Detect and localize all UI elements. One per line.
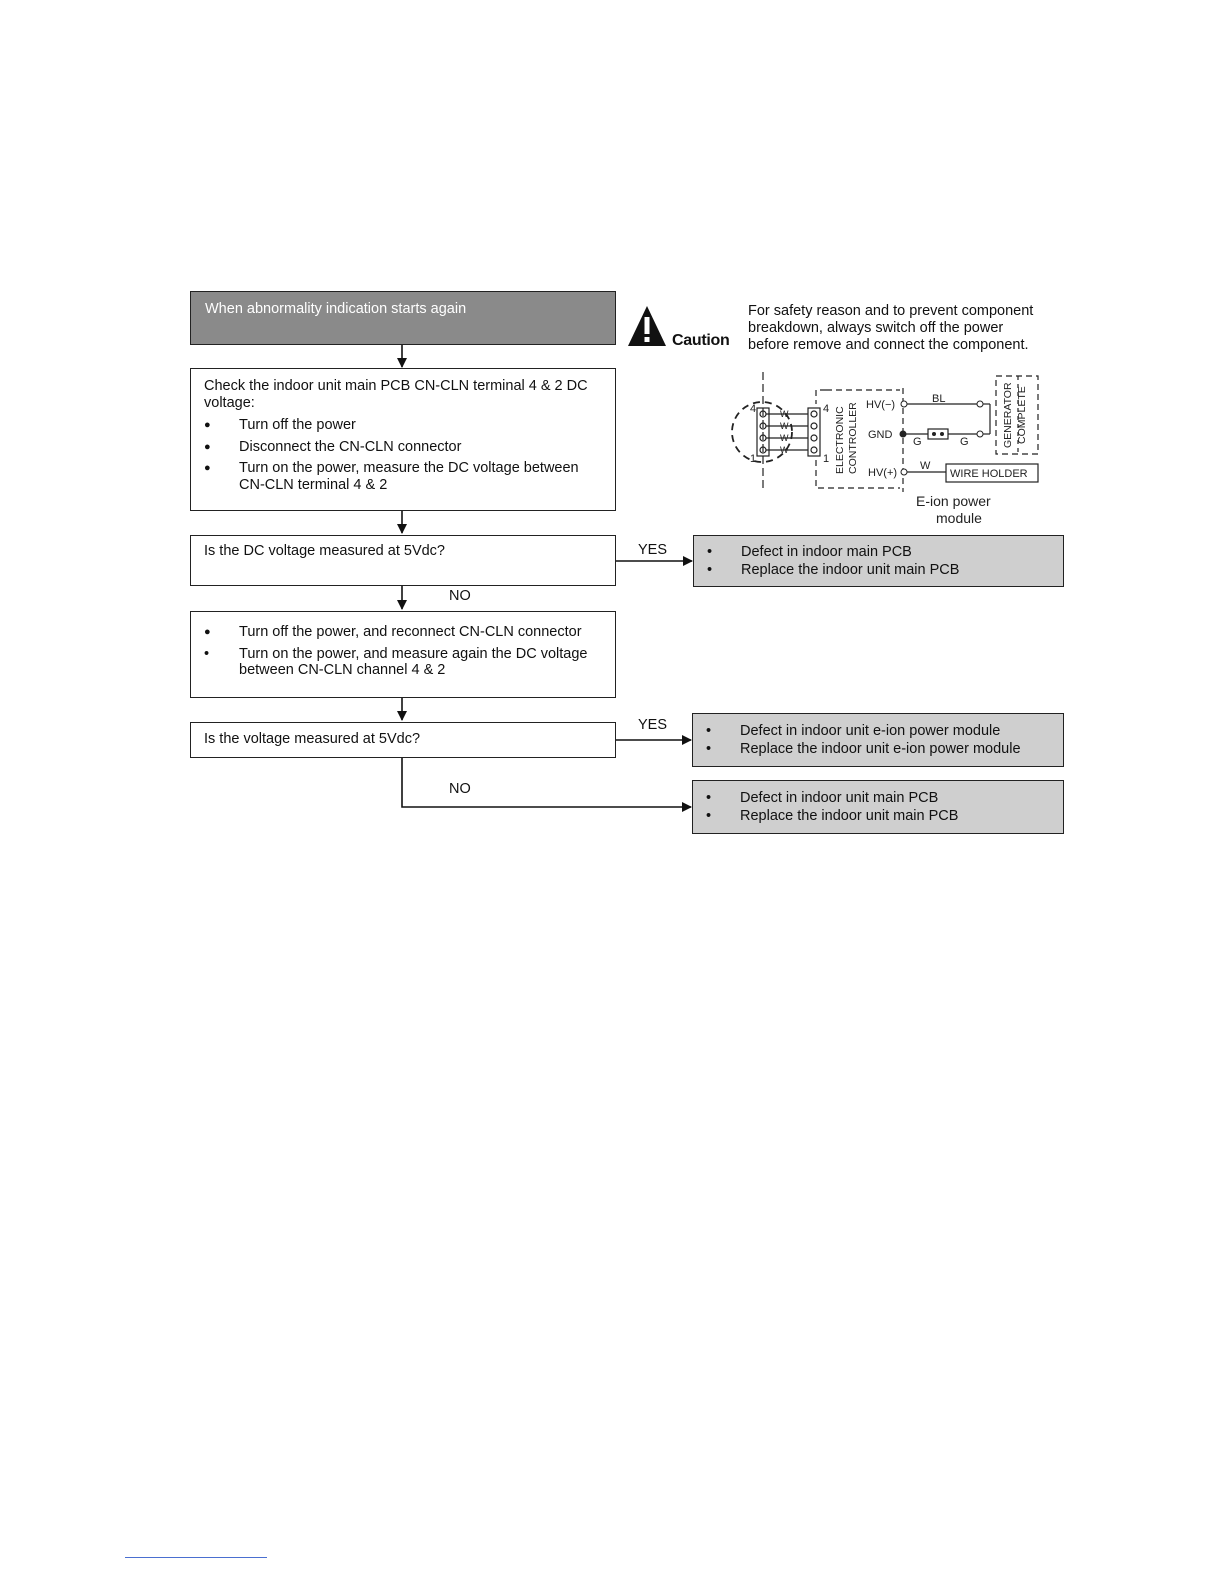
footer-rule xyxy=(125,1557,267,1558)
g-label-1: G xyxy=(913,436,922,448)
hv-plus-label: HV(+) xyxy=(868,467,898,479)
arrow-q2-no xyxy=(402,757,691,807)
bullet-dot: • xyxy=(204,646,210,662)
bullet-dot: • xyxy=(707,544,713,560)
e-ion-schematic xyxy=(728,368,1048,528)
question-2-text: Is the voltage measured at 5Vdc? xyxy=(204,731,421,747)
gnd-label: GND xyxy=(868,429,893,441)
gnd-connector xyxy=(928,429,948,439)
caution-text-3: before remove and connect the component. xyxy=(748,337,1029,353)
controller-label-2: CONTROLLER xyxy=(847,402,859,474)
bullet-dot: • xyxy=(706,741,712,757)
check-title-1: Check the indoor unit main PCB CN-CLN terminal 4 & 2 DC xyxy=(204,378,588,394)
step2-bullet-2-text: Turn on the power, and measure again the DC voltage xyxy=(239,646,588,662)
question-1-box xyxy=(190,535,616,586)
r1-bullet-2-text: Replace the indoor unit main PCB xyxy=(741,562,960,578)
check-box xyxy=(190,368,616,511)
bullet-dot: • xyxy=(707,562,713,578)
question-2-box xyxy=(190,722,616,758)
result-3-box xyxy=(692,780,1064,834)
step2-bullet-2-text-2: between CN-CLN channel 4 & 2 xyxy=(239,662,446,678)
pin-4-label: 4 xyxy=(750,403,757,415)
pin-1-label: 1 xyxy=(750,453,757,465)
hv-minus-label: HV(−) xyxy=(866,399,896,411)
check-bullet-2-text: Disconnect the CN-CLN connector xyxy=(239,439,462,455)
check-bullet-3-text: Turn on the power, measure the DC voltage between xyxy=(239,460,579,476)
r3-bullet-2-text: Replace the indoor unit main PCB xyxy=(740,808,959,824)
r2-bullet-2-text: Replace the indoor unit e-ion power module xyxy=(740,741,1021,757)
w-label: W xyxy=(920,460,931,472)
caution-text-1: For safety reason and to prevent component xyxy=(748,303,1034,319)
ctrl-pin-1: 1 xyxy=(823,453,830,465)
start-box xyxy=(190,291,616,345)
bullet-dot: ● xyxy=(204,441,211,453)
step-2-box xyxy=(190,611,616,698)
question-1-text: Is the DC voltage measured at 5Vdc? xyxy=(204,543,445,559)
q1-yes-label: YES xyxy=(638,542,668,558)
caution-text-2: breakdown, always switch off the power xyxy=(748,320,1004,336)
bl-label: BL xyxy=(932,393,946,405)
wire-holder-label: WIRE HOLDER xyxy=(950,468,1028,480)
bullet-dot: ● xyxy=(204,419,211,431)
result-2-box xyxy=(692,713,1064,767)
bullet-dot: • xyxy=(706,723,712,739)
wire-w-1: W xyxy=(780,409,789,419)
start-box-text: When abnormality indication starts again xyxy=(205,301,467,317)
wire-w-2: W xyxy=(780,421,789,431)
g-label-2: G xyxy=(960,436,969,448)
bullet-dot: • xyxy=(706,808,712,824)
r1-bullet-1-text: Defect in indoor main PCB xyxy=(741,544,912,560)
bullet-dot: ● xyxy=(204,626,211,638)
caution-label: Caution xyxy=(672,332,730,349)
controller-connector xyxy=(808,408,820,456)
wire-w-3: W xyxy=(780,433,789,443)
step2-bullet-1-text: Turn off the power, and reconnect CN-CLN connector xyxy=(239,624,582,640)
r3-bullet-1-text: Defect in indoor unit main PCB xyxy=(740,790,939,806)
wire-w-4: W xyxy=(780,445,789,455)
generator-label-2: COMPLETE xyxy=(1016,386,1028,444)
q2-no-label: NO xyxy=(449,781,471,797)
q1-no-label: NO xyxy=(449,588,471,604)
r2-bullet-1-text: Defect in indoor unit e-ion power module xyxy=(740,723,1001,739)
eion-caption-2: module xyxy=(936,510,982,526)
check-bullet-3-text-2: CN-CLN terminal 4 & 2 xyxy=(239,477,388,493)
bullet-dot: ● xyxy=(204,462,211,474)
eion-caption-1: E-ion power xyxy=(916,493,991,509)
check-title-2: voltage: xyxy=(204,395,255,411)
bullet-dot: • xyxy=(706,790,712,806)
check-bullet-1-text: Turn off the power xyxy=(239,417,356,433)
generator-label-1: GENERATOR xyxy=(1002,382,1014,448)
ctrl-pin-4: 4 xyxy=(823,403,830,415)
q2-yes-label: YES xyxy=(638,717,668,733)
caution-icon xyxy=(626,304,668,348)
controller-label-1: ELECTRONIC xyxy=(834,406,846,474)
result-1-box xyxy=(693,535,1064,587)
controller-box xyxy=(816,390,826,404)
